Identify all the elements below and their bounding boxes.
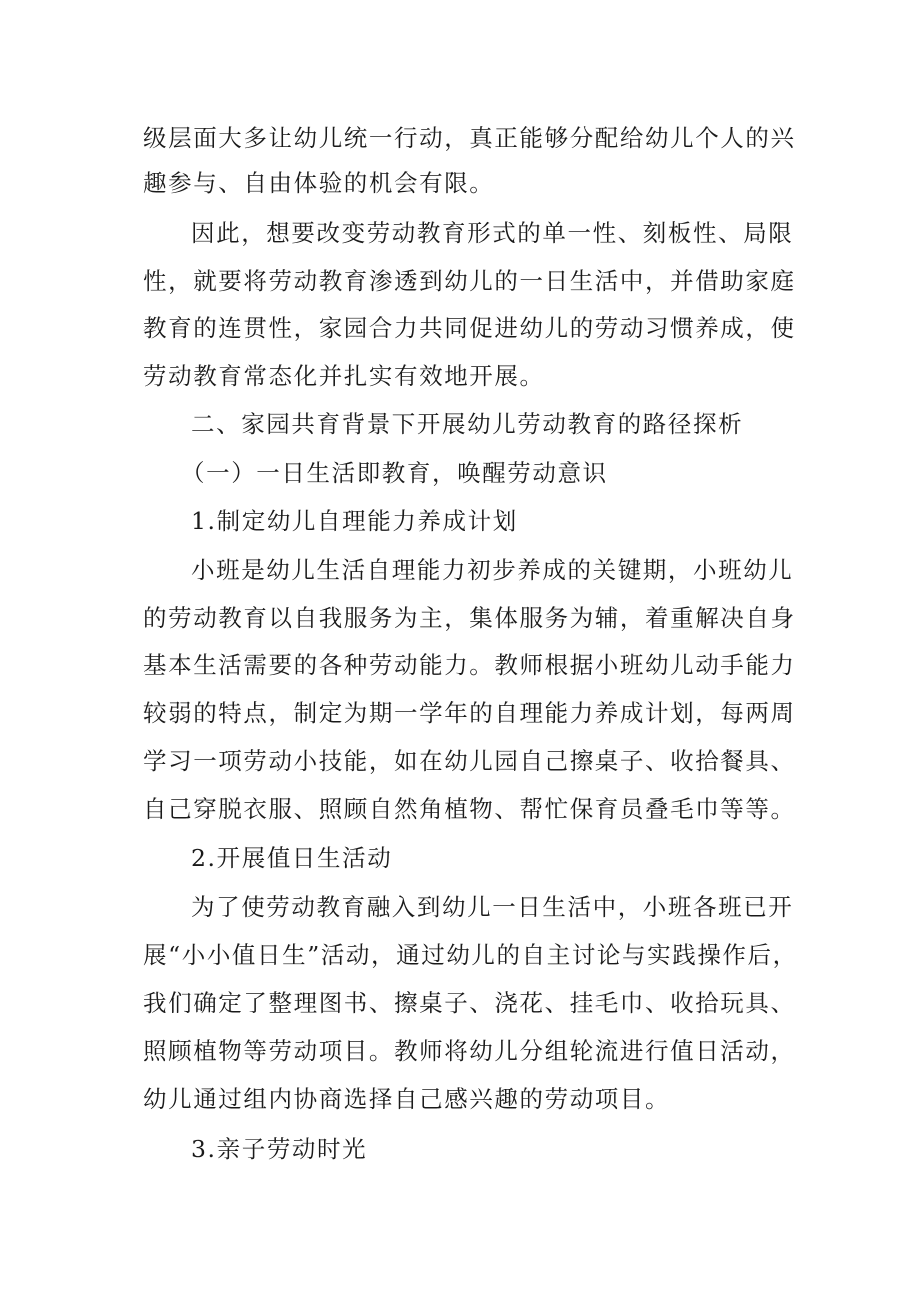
paragraph-line: 因此，想要改变劳动教育形式的单一性、刻板性、局限 bbox=[191, 219, 794, 247]
paragraph-line: 级层面大多让幼儿统一行动，真正能够分配给幼儿个人的兴 bbox=[143, 124, 796, 152]
section-heading: 二、家园共育背景下开展幼儿劳动教育的路径探析 bbox=[191, 410, 744, 438]
paragraph-line: 趣参与、自由体验的机会有限。 bbox=[143, 169, 495, 197]
paragraph-line: 照顾植物等劳动项目。教师将幼儿分组轮流进行值日活动， bbox=[143, 1037, 796, 1065]
paragraph-line: 劳动教育常态化并扎实有效地开展。 bbox=[143, 362, 545, 390]
paragraph-line: 自己穿脱衣服、照顾自然角植物、帮忙保育员叠毛巾等等。 bbox=[143, 795, 796, 823]
paragraph-line: 为了使劳动教育融入到幼儿一日生活中，小班各班已开 bbox=[191, 893, 794, 921]
paragraph-line: 展“小小值日生”活动，通过幼儿的自主讨论与实践操作后， bbox=[143, 941, 798, 969]
paragraph-line: 基本生活需要的各种劳动能力。教师根据小班幼儿动手能力 bbox=[143, 651, 796, 679]
paragraph-line: 我们确定了整理图书、擦桌子、浇花、挂毛巾、收拾玩具、 bbox=[143, 989, 796, 1017]
paragraph-line: 小班是幼儿生活自理能力初步养成的关键期，小班幼儿 bbox=[191, 556, 794, 584]
paragraph-line: 幼儿通过组内协商选择自己感兴趣的劳动项目。 bbox=[143, 1085, 671, 1113]
item-title: 3.亲子劳动时光 bbox=[191, 1135, 368, 1163]
paragraph-line: 教育的连贯性，家园合力共同促进幼儿的劳动习惯养成，使 bbox=[143, 314, 796, 342]
paragraph-line: 较弱的特点，制定为期一学年的自理能力养成计划，每两周 bbox=[143, 699, 796, 727]
subsection-heading: （一）一日生活即教育，唤醒劳动意识 bbox=[181, 459, 608, 487]
paragraph-line: 学习一项劳动小技能，如在幼儿园自己擦桌子、收拾餐具、 bbox=[143, 747, 796, 775]
paragraph-line: 性，就要将劳动教育渗透到幼儿的一日生活中，并借助家庭 bbox=[143, 267, 796, 295]
paragraph-line: 的劳动教育以自我服务为主，集体服务为辅，着重解决自身 bbox=[143, 604, 796, 632]
item-title: 1.制定幼儿自理能力养成计划 bbox=[191, 507, 518, 535]
item-title: 2.开展值日生活动 bbox=[191, 844, 393, 872]
